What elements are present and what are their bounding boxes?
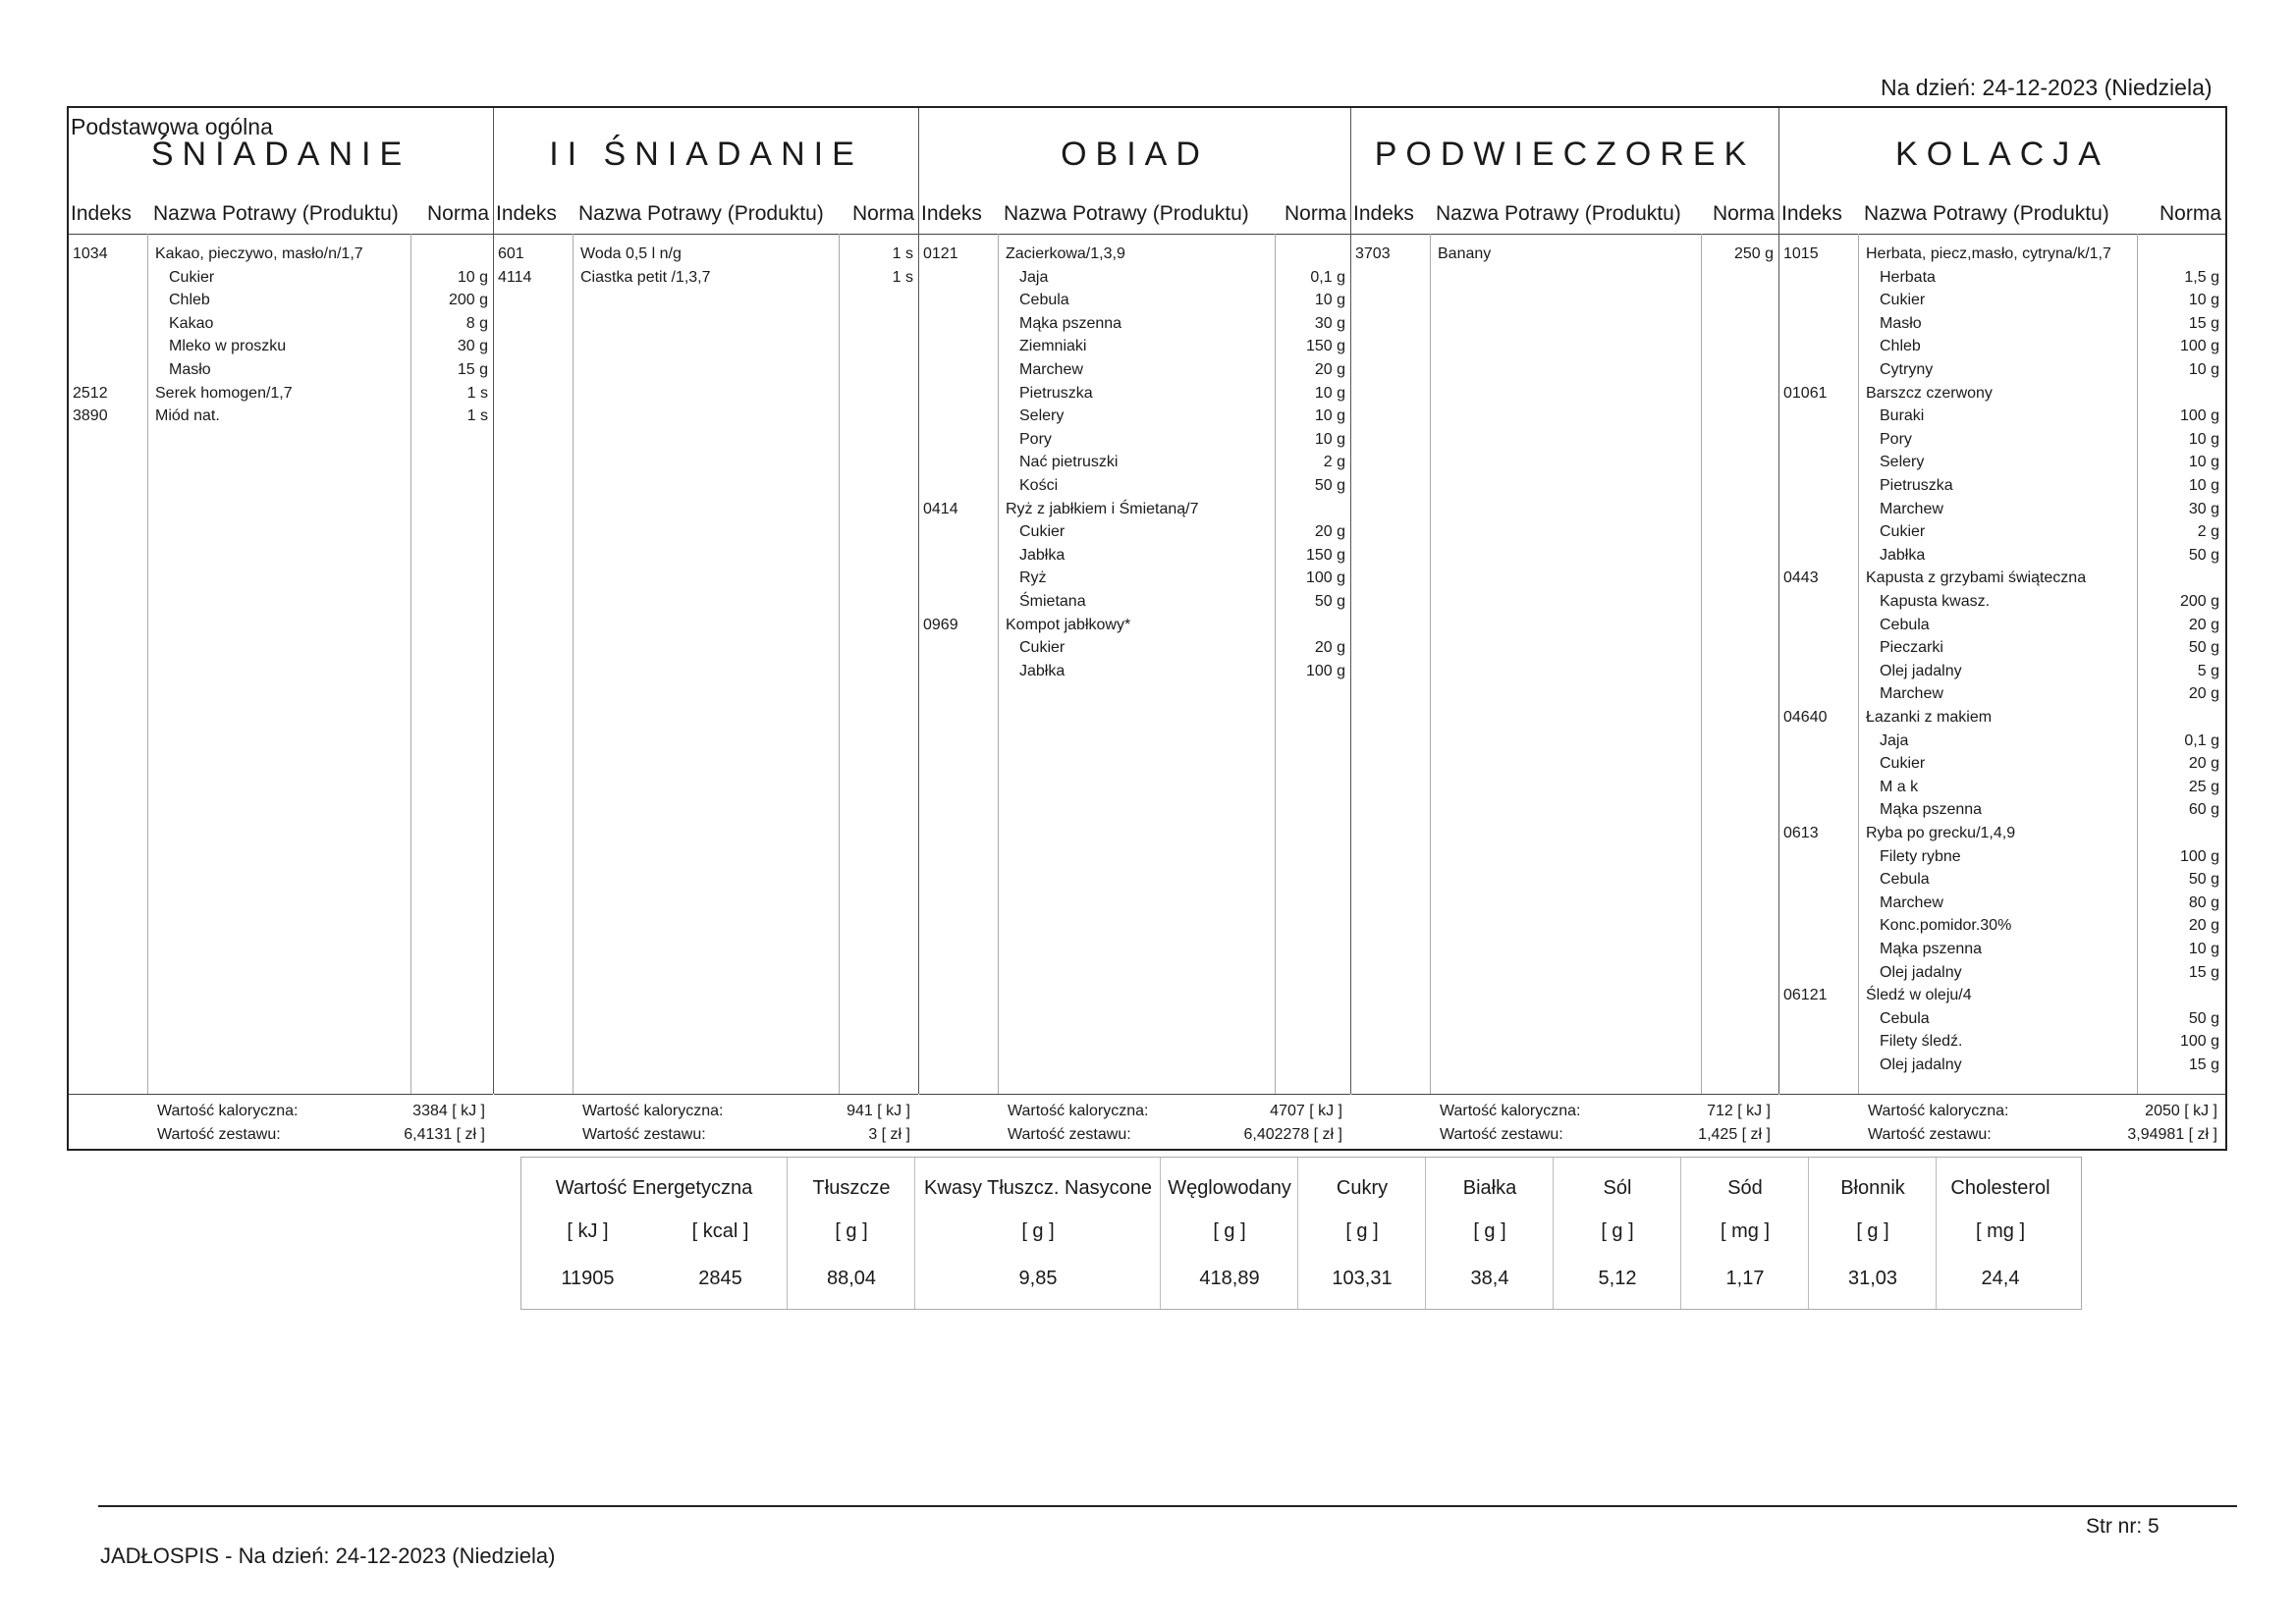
- summary-value-cost: 6,402278 [ zł ]: [1243, 1126, 1342, 1143]
- row-index: 2512: [73, 384, 108, 402]
- row-name: Woda 0,5 l n/g: [580, 245, 682, 262]
- header-divider: [919, 234, 1350, 235]
- row-name: Nać pietruszki: [1019, 454, 1119, 471]
- row-name: Kompot jabłkowy*: [1006, 616, 1131, 633]
- footer-divider: [98, 1505, 2237, 1507]
- row-name: Cukier: [1880, 292, 1926, 309]
- row-norm: 50 g: [2188, 871, 2219, 889]
- summary-value-kcal: 3384 [ kJ ]: [412, 1103, 485, 1119]
- nutrition-unit: [ g ]: [835, 1220, 868, 1242]
- header-divider: [1351, 234, 1778, 235]
- summary-value-cost: 6,4131 [ zł ]: [404, 1126, 485, 1143]
- row-norm: 0,1 g: [2184, 731, 2219, 749]
- nutrition-unit: [ g ]: [1213, 1220, 1246, 1242]
- row-norm: 20 g: [1314, 523, 1345, 541]
- row-index: 04640: [1783, 709, 1828, 726]
- row-name: Cebula: [1880, 616, 1930, 633]
- nutrition-value: 2845: [698, 1268, 742, 1289]
- row-index: 601: [498, 245, 524, 262]
- row-norm: 10 g: [457, 268, 488, 286]
- row-name: Mleko w proszku: [169, 338, 287, 355]
- nutrition-table: [520, 1157, 2082, 1310]
- nutrition-column: [1425, 1158, 1554, 1309]
- row-norm: 10 g: [2188, 292, 2219, 309]
- column-divider: [1430, 234, 1431, 1094]
- row-name: Masło: [169, 361, 211, 378]
- row-norm: 50 g: [2188, 639, 2219, 657]
- meal-title: II ŚNIADANIE: [549, 135, 863, 173]
- row-name: Cukier: [1880, 523, 1926, 541]
- meal-summary: [1779, 1094, 2225, 1152]
- page-date: Na dzień: 24-12-2023 (Niedziela): [1881, 75, 2213, 100]
- nutrition-column: [1553, 1158, 1681, 1309]
- row-norm: 10 g: [2188, 941, 2219, 957]
- meal-column: [1351, 108, 1779, 1143]
- summary-value-cost: 3 [ zł ]: [868, 1126, 910, 1143]
- meal-title: ŚNIADANIE: [150, 135, 411, 173]
- meal-column: [494, 108, 919, 1143]
- row-name: Jabłka: [1019, 546, 1066, 564]
- row-name: Konc.pomidor.30%: [1880, 917, 2012, 935]
- row-norm: 50 g: [1314, 593, 1345, 610]
- row-index: 1034: [73, 245, 108, 262]
- row-name: Barszcz czerwony: [1866, 384, 1993, 402]
- row-name: Cukier: [1019, 523, 1066, 541]
- summary-label-cost: Wartość zestawu:: [582, 1126, 706, 1143]
- nutrition-unit: [ g ]: [1345, 1220, 1379, 1242]
- row-name: Herbata: [1880, 268, 1936, 286]
- row-name: Masło: [1880, 314, 1922, 332]
- row-norm: 10 g: [1314, 430, 1345, 448]
- row-norm: 100 g: [2179, 338, 2219, 355]
- row-name: Banany: [1438, 245, 1492, 262]
- row-name: Jabłka: [1019, 662, 1066, 679]
- column-header-index: Indeks: [71, 202, 132, 225]
- summary-label-kcal: Wartość kaloryczna:: [1868, 1103, 2009, 1119]
- row-name: Jaja: [1019, 268, 1049, 286]
- column-header-norm: Norma: [851, 202, 914, 225]
- row-name: Pory: [1880, 430, 1912, 448]
- row-name: Kapusta z grzybami świąteczna: [1866, 569, 2087, 587]
- column-divider: [998, 234, 999, 1094]
- header-divider: [1779, 234, 2225, 235]
- meal-title: KOLACJA: [1895, 135, 2109, 173]
- row-norm: 20 g: [2188, 685, 2219, 703]
- nutrition-value: 38,4: [1470, 1268, 1509, 1289]
- column-divider: [1858, 234, 1859, 1094]
- nutrition-column: [1808, 1158, 1937, 1309]
- nutrition-unit: [ kJ ]: [567, 1220, 609, 1242]
- nutrition-value: 31,03: [1847, 1268, 1898, 1289]
- row-name: Pietruszka: [1880, 477, 1953, 494]
- column-divider: [1275, 234, 1276, 1094]
- row-name: Olej jadalny: [1880, 1056, 1962, 1073]
- row-name: Mąka pszenna: [1019, 314, 1122, 332]
- row-name: M a k: [1880, 778, 1919, 795]
- header-divider: [494, 234, 918, 235]
- row-norm: 10 g: [1314, 384, 1345, 402]
- row-norm: 1 s: [892, 245, 913, 262]
- meal-summary: [1351, 1094, 1778, 1152]
- row-index: 0121: [923, 245, 958, 262]
- row-name: Olej jadalny: [1880, 963, 1962, 981]
- nutrition-column: [1936, 1158, 2064, 1309]
- row-norm: 50 g: [1314, 477, 1345, 494]
- row-norm: 1,5 g: [2184, 268, 2219, 286]
- nutrition-header: Cholesterol: [1950, 1177, 2050, 1199]
- row-norm: 20 g: [1314, 361, 1345, 378]
- nutrition-header: Błonnik: [1840, 1177, 1905, 1199]
- summary-value-cost: 1,425 [ zł ]: [1698, 1126, 1771, 1143]
- column-header-norm: Norma: [1712, 202, 1775, 225]
- row-index: 0414: [923, 500, 958, 517]
- row-norm: 80 g: [2188, 893, 2219, 911]
- row-name: Śledź w oleju/4: [1866, 987, 1972, 1004]
- row-name: Zacierkowa/1,3,9: [1006, 245, 1125, 262]
- nutrition-column: [1160, 1158, 1298, 1309]
- summary-label-cost: Wartość zestawu:: [1440, 1126, 1563, 1143]
- nutrition-header: Tłuszcze: [812, 1177, 891, 1199]
- nutrition-unit: [ g ]: [1856, 1220, 1889, 1242]
- row-index: 3890: [73, 407, 108, 425]
- summary-value-kcal: 4707 [ kJ ]: [1270, 1103, 1342, 1119]
- column-header-name: Nazwa Potrawy (Produktu): [1864, 202, 2109, 225]
- row-name: Pieczarki: [1880, 639, 1943, 657]
- row-name: Serek homogen/1,7: [155, 384, 293, 402]
- row-name: Ryż: [1019, 569, 1047, 587]
- column-header-name: Nazwa Potrawy (Produktu): [578, 202, 824, 225]
- row-norm: 100 g: [1305, 662, 1345, 679]
- row-name: Cebula: [1880, 871, 1930, 889]
- nutrition-unit: [ g ]: [1473, 1220, 1506, 1242]
- row-norm: 1 s: [466, 407, 488, 425]
- summary-label-cost: Wartość zestawu:: [1868, 1126, 1992, 1143]
- row-norm: 10 g: [2188, 361, 2219, 378]
- nutrition-column: [787, 1158, 915, 1309]
- nutrition-column: [1297, 1158, 1426, 1309]
- row-name: Cytryny: [1880, 361, 1934, 378]
- column-header-norm: Norma: [1284, 202, 1346, 225]
- row-norm: 15 g: [2188, 314, 2219, 332]
- nutrition-unit: [ mg ]: [1975, 1220, 2025, 1242]
- summary-label-cost: Wartość zestawu:: [157, 1126, 281, 1143]
- row-norm: 200 g: [448, 292, 488, 309]
- nutrition-value: 418,89: [1199, 1268, 1260, 1289]
- nutrition-unit: [ kcal ]: [691, 1220, 749, 1242]
- nutrition-column: [914, 1158, 1161, 1309]
- row-name: Filety śledź.: [1880, 1033, 1963, 1051]
- column-divider: [147, 234, 148, 1094]
- row-name: Miód nat.: [155, 407, 220, 425]
- row-name: Cebula: [1019, 292, 1069, 309]
- row-norm: 30 g: [457, 338, 488, 355]
- row-norm: 50 g: [2188, 1009, 2219, 1027]
- row-norm: 100 g: [2179, 1033, 2219, 1051]
- nutrition-header: Sód: [1727, 1177, 1763, 1199]
- column-divider: [410, 234, 411, 1094]
- row-norm: 20 g: [1314, 639, 1345, 657]
- column-header-index: Indeks: [1781, 202, 1842, 225]
- summary-value-cost: 3,94981 [ zł ]: [2127, 1126, 2217, 1143]
- row-norm: 0,1 g: [1310, 268, 1345, 286]
- row-name: Filety rybne: [1880, 847, 1961, 865]
- nutrition-header: Węglowodany: [1168, 1177, 1291, 1199]
- column-header-norm: Norma: [426, 202, 489, 225]
- row-name: Cebula: [1880, 1009, 1930, 1027]
- page-number: Str nr: 5: [2086, 1515, 2159, 1538]
- row-name: Kakao, pieczywo, masło/n/1,7: [155, 245, 363, 262]
- row-name: Selery: [1019, 407, 1065, 425]
- row-name: Śmietana: [1019, 593, 1086, 610]
- row-name: Kości: [1019, 477, 1059, 494]
- row-name: Cukier: [169, 268, 215, 286]
- row-name: Kakao: [169, 314, 214, 332]
- row-name: Selery: [1880, 454, 1925, 471]
- column-divider: [1701, 234, 1702, 1094]
- summary-label-kcal: Wartość kaloryczna:: [1440, 1103, 1581, 1119]
- nutrition-header: Sól: [1603, 1177, 1632, 1199]
- column-divider: [839, 234, 840, 1094]
- row-norm: 30 g: [2188, 500, 2219, 517]
- row-norm: 10 g: [2188, 430, 2219, 448]
- row-norm: 150 g: [1305, 338, 1345, 355]
- row-norm: 8 g: [465, 314, 488, 332]
- row-norm: 1 s: [466, 384, 488, 402]
- row-norm: 60 g: [2188, 801, 2219, 819]
- row-norm: 10 g: [1314, 407, 1345, 425]
- row-name: Łazanki z makiem: [1866, 709, 1993, 726]
- nutrition-value: 11905: [561, 1268, 615, 1289]
- column-header-name: Nazwa Potrawy (Produktu): [1004, 202, 1249, 225]
- row-norm: 15 g: [2188, 963, 2219, 981]
- row-norm: 250 g: [1733, 245, 1774, 262]
- row-norm: 20 g: [2188, 917, 2219, 935]
- row-name: Ciastka petit /1,3,7: [580, 268, 711, 286]
- nutrition-column: [1680, 1158, 1809, 1309]
- column-header-index: Indeks: [1353, 202, 1414, 225]
- row-norm: 10 g: [2188, 454, 2219, 471]
- row-index: 3703: [1355, 245, 1391, 262]
- meal-summary: [494, 1094, 918, 1152]
- row-index: 01061: [1783, 384, 1828, 402]
- row-name: Marchew: [1019, 361, 1083, 378]
- summary-label-kcal: Wartość kaloryczna:: [157, 1103, 299, 1119]
- nutrition-header: Kwasy Tłuszcz. Nasycone: [924, 1177, 1152, 1199]
- row-norm: 10 g: [1314, 292, 1345, 309]
- nutrition-header: Cukry: [1336, 1177, 1389, 1199]
- menu-table: [67, 106, 2227, 1151]
- row-norm: 30 g: [1314, 314, 1345, 332]
- column-header-index: Indeks: [496, 202, 557, 225]
- row-name: Herbata, piecz,masło, cytryna/k/1,7: [1866, 245, 2111, 262]
- row-name: Kapusta kwasz.: [1880, 593, 1991, 610]
- row-name: Buraki: [1880, 407, 1925, 425]
- row-norm: 5 g: [2197, 662, 2219, 679]
- diet-name: Podstawowa ogólna: [71, 114, 273, 139]
- row-norm: 200 g: [2179, 593, 2219, 610]
- row-index: 0613: [1783, 825, 1819, 841]
- column-header-norm: Norma: [2159, 202, 2221, 225]
- column-header-name: Nazwa Potrawy (Produktu): [153, 202, 399, 225]
- nutrition-value: 1,17: [1725, 1268, 1765, 1289]
- row-norm: 150 g: [1305, 546, 1345, 564]
- row-norm: 20 g: [2188, 755, 2219, 773]
- nutrition-header: Wartość Energetyczna: [555, 1177, 753, 1199]
- nutrition-unit: [ mg ]: [1720, 1220, 1770, 1242]
- row-index: 1015: [1783, 245, 1819, 262]
- row-index: 06121: [1783, 987, 1828, 1004]
- meal-title: OBIAD: [1061, 135, 1209, 173]
- nutrition-value: 103,31: [1332, 1268, 1393, 1289]
- row-name: Marchew: [1880, 685, 1943, 703]
- row-name: Cukier: [1880, 755, 1926, 773]
- nutrition-value: 5,12: [1598, 1268, 1637, 1289]
- row-index: 4114: [498, 268, 532, 286]
- header-divider: [69, 234, 493, 235]
- row-name: Cukier: [1019, 639, 1066, 657]
- row-name: Chleb: [169, 292, 210, 309]
- meal-summary: [919, 1094, 1350, 1152]
- meal-summary: [69, 1094, 493, 1152]
- summary-value-kcal: 712 [ kJ ]: [1707, 1103, 1771, 1119]
- row-name: Pory: [1019, 430, 1052, 448]
- row-norm: 1 s: [892, 268, 913, 286]
- row-name: Marchew: [1880, 893, 1943, 911]
- row-name: Ziemniaki: [1019, 338, 1087, 355]
- row-name: Ryż z jabłkiem i Śmietaną/7: [1006, 500, 1199, 517]
- nutrition-column: [521, 1158, 787, 1309]
- meal-column: [69, 108, 494, 1143]
- summary-label-kcal: Wartość kaloryczna:: [1008, 1103, 1149, 1119]
- row-norm: 25 g: [2188, 778, 2219, 795]
- row-name: Mąka pszenna: [1880, 941, 1983, 957]
- row-norm: 100 g: [2179, 847, 2219, 865]
- nutrition-value: 24,4: [1981, 1268, 2020, 1289]
- meal-column: [919, 108, 1351, 1143]
- row-name: Olej jadalny: [1880, 662, 1962, 679]
- footer-title: JADŁOSPIS - Na dzień: 24-12-2023 (Niedziela): [100, 1543, 556, 1568]
- row-norm: 10 g: [2188, 477, 2219, 494]
- row-norm: 100 g: [1305, 569, 1345, 587]
- column-header-index: Indeks: [921, 202, 982, 225]
- row-name: Mąka pszenna: [1880, 801, 1983, 819]
- row-index: 0443: [1783, 569, 1819, 587]
- summary-label-kcal: Wartość kaloryczna:: [582, 1103, 724, 1119]
- row-name: Marchew: [1880, 500, 1943, 517]
- row-norm: 15 g: [457, 361, 488, 378]
- summary-value-kcal: 941 [ kJ ]: [847, 1103, 910, 1119]
- row-name: Ryba po grecku/1,4,9: [1866, 825, 2016, 841]
- row-norm: 100 g: [2179, 407, 2219, 425]
- nutrition-value: 88,04: [826, 1268, 877, 1289]
- nutrition-value: 9,85: [1018, 1268, 1058, 1289]
- row-norm: 2 g: [2197, 523, 2219, 541]
- row-norm: 2 g: [1323, 454, 1345, 471]
- nutrition-unit: [ g ]: [1021, 1220, 1055, 1242]
- column-header-name: Nazwa Potrawy (Produktu): [1436, 202, 1681, 225]
- summary-value-kcal: 2050 [ kJ ]: [2145, 1103, 2217, 1119]
- nutrition-header: Białka: [1462, 1177, 1517, 1199]
- meal-title: PODWIECZOREK: [1374, 135, 1756, 173]
- meal-column: [1779, 108, 2225, 1143]
- row-name: Chleb: [1880, 338, 1921, 355]
- row-name: Pietruszka: [1019, 384, 1093, 402]
- summary-label-cost: Wartość zestawu:: [1008, 1126, 1131, 1143]
- column-divider: [2137, 234, 2138, 1094]
- row-name: Jabłka: [1880, 546, 1926, 564]
- column-divider: [573, 234, 574, 1094]
- row-index: 0969: [923, 616, 958, 633]
- nutrition-unit: [ g ]: [1601, 1220, 1634, 1242]
- row-norm: 50 g: [2188, 546, 2219, 564]
- row-name: Jaja: [1880, 731, 1909, 749]
- row-norm: 20 g: [2188, 616, 2219, 633]
- row-norm: 15 g: [2188, 1056, 2219, 1073]
